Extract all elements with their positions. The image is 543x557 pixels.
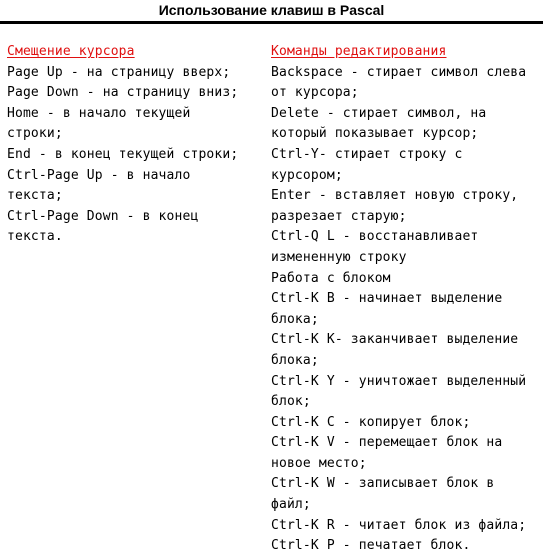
right-line: Ctrl-K P - печатает блок. [271,538,471,554]
left-line: Page Down - на страницу вниз; [7,85,239,101]
right-line: курсором; [271,167,343,183]
right-line: Ctrl-K R - читает блок из файла; [271,517,527,533]
right-line: Delete - стирает символ, на [271,105,487,121]
right-line: который показывает курсор; [271,126,479,142]
title-divider [0,21,543,24]
right-line: Ctrl-Q L - восстанавливает [271,229,479,245]
right-line: блока; [271,311,319,327]
editing-commands-section [271,42,536,557]
right-line: измененную строку [271,249,407,265]
right-line: Ctrl-K K- заканчивает выделение [271,332,519,348]
right-line: блок; [271,394,311,410]
left-line: строки; [7,126,63,142]
left-line: текста. [7,229,63,245]
right-line: Ctrl-K B - начинает выделение [271,291,503,307]
right-line: Ctrl-Y- стирает строку с [271,146,463,162]
right-line: Ctrl-K Y - уничтожает выделенный [271,373,527,389]
right-line: разрезает старую; [271,208,407,224]
right-line: новое место; [271,455,367,471]
right-line: Enter - вставляет новую строку, [271,188,519,204]
right-line: Ctrl-K C - копирует блок; [271,414,471,430]
right-line: Ctrl-K V - перемещает блок на [271,435,503,451]
editing-commands-heading: Команды редактирования [271,44,447,59]
left-line: End - в конец текущей строки; [7,146,239,162]
left-line: Home - в начало текущей [7,105,191,121]
left-line: Page Up - на страницу вверх; [7,64,231,80]
right-line: от курсора; [271,85,359,101]
right-line: блока; [271,352,319,368]
left-line: Ctrl-Page Up - в начало [7,167,191,183]
right-line: Ctrl-K W - записывает блок в [271,476,495,492]
left-line: текста; [7,188,63,204]
page-title: Использование клавиш в Pascal [158,2,385,18]
block-operations-label: Работа с блоком [271,270,391,286]
right-line: Backspace - стирает символ слева [271,64,527,80]
right-line: файл; [271,497,311,513]
cursor-movement-heading: Смещение курсора [7,44,135,59]
left-line: Ctrl-Page Down - в конец [7,208,199,224]
cursor-movement-section [7,42,252,248]
